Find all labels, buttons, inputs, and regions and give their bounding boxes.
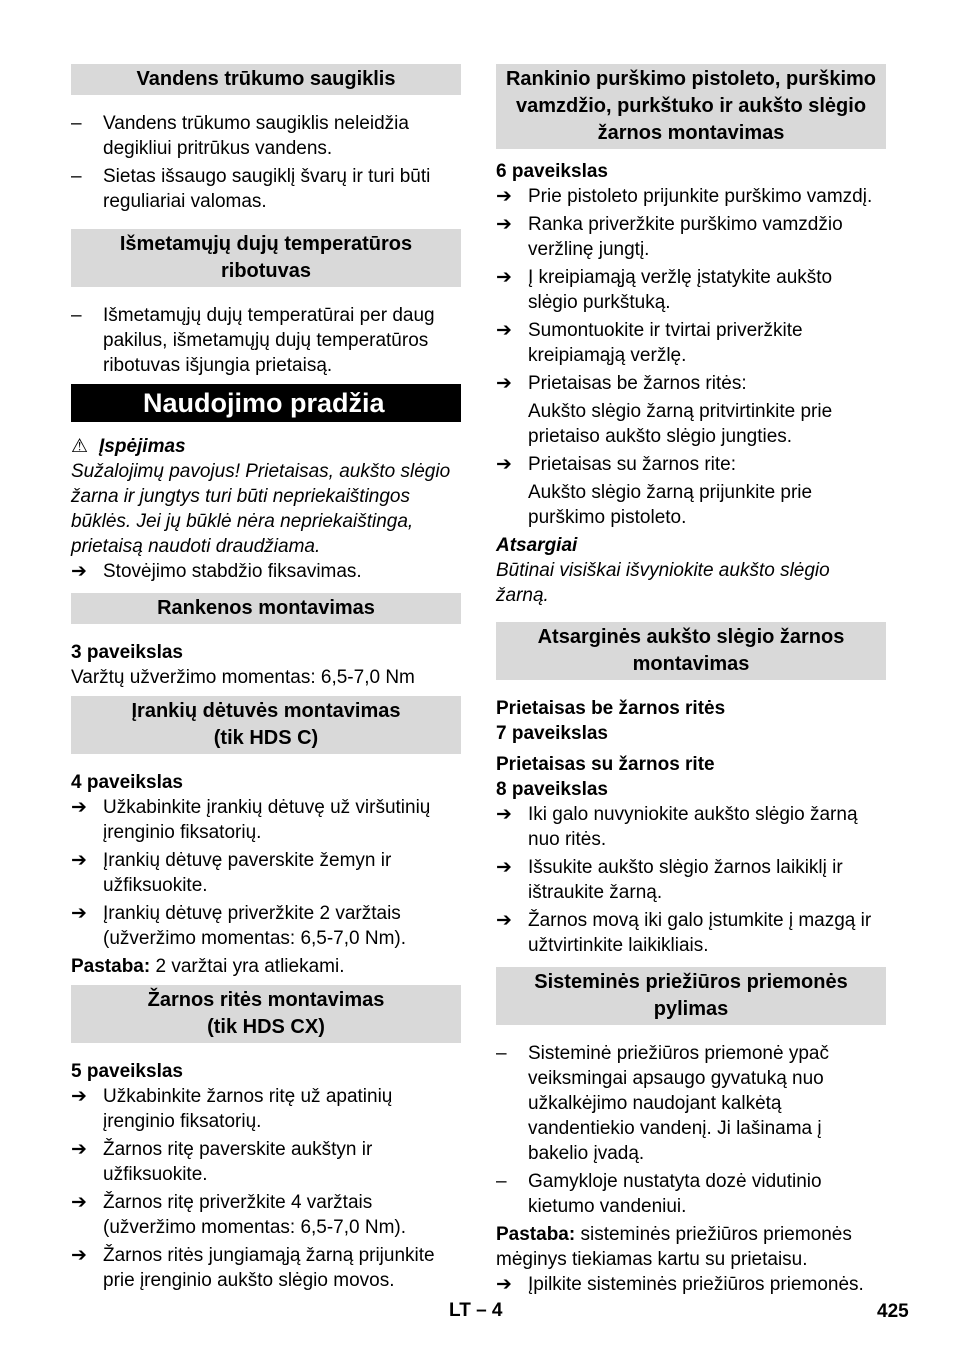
section-heading: Rankinio purškimo pistoleto, purškimo vamzdžio, purkštuko ir aukšto slėgio žarnos montavimas bbox=[496, 64, 886, 149]
right-column bbox=[496, 64, 886, 1300]
step-item: ➔ Žarnos ritės jungiamąją žarną prijunkite prie įrenginio aukšto slėgio movos. bbox=[71, 1245, 435, 1291]
arrow-right-icon: ➔ bbox=[496, 1274, 512, 1295]
figure-ref: 8 paveikslas bbox=[496, 779, 608, 800]
step-item: ➔ Prie pistoleto prijunkite purškimo vamzdį. bbox=[496, 186, 873, 207]
arrow-right-icon: ➔ bbox=[71, 797, 87, 818]
arrow-right-icon: ➔ bbox=[71, 1192, 87, 1213]
arrow-right-icon: ➔ bbox=[496, 186, 512, 207]
dash-icon: – bbox=[71, 305, 82, 326]
step-item: ➔ Įpilkite sisteminės priežiūros priemonės. bbox=[496, 1274, 864, 1295]
step-item: ➔ Užkabinkite žarnos ritę už apatinių įrenginio fiksatorių. bbox=[71, 1086, 393, 1132]
subheading: Prietaisas be žarnos ritės bbox=[496, 698, 726, 719]
list-item: – Gamykloje nustatyta dozė vidutinio kietumo vandeniui. bbox=[496, 1171, 822, 1217]
step-item: ➔ Iki galo nuvyniokite aukšto slėgio žarną nuo ritės. bbox=[496, 804, 858, 850]
dash-icon: – bbox=[496, 1043, 507, 1064]
subheading: Prietaisas su žarnos rite bbox=[496, 754, 715, 775]
step-item: ➔ Užkabinkite įrankių dėtuvę už viršutinių įrenginio fiksatorių. bbox=[71, 797, 431, 843]
torque-text: Varžtų užveržimo momentas: 6,5-7,0 Nm bbox=[71, 667, 415, 688]
figure-ref: 6 paveikslas bbox=[496, 161, 608, 182]
step-item: ➔ Prietaisas su žarnos rite: bbox=[496, 454, 737, 475]
arrow-right-icon: ➔ bbox=[496, 910, 512, 931]
step-continuation: Aukšto slėgio žarną pritvirtinkite prie prietaiso aukšto slėgio jungties. bbox=[528, 401, 833, 447]
arrow-right-icon: ➔ bbox=[496, 214, 512, 235]
dash-icon: – bbox=[71, 166, 82, 187]
section-heading: Sisteminės priežiūros priemonės pylimas bbox=[496, 967, 886, 1025]
list-item: – Sisteminė priežiūros priemonė ypač veiksmingai apsaugo gyvatuką nuo užkalkėjimo naudojant kalkėtą vandentiekio vandenį. Ji lašinama į bakelio įvadą. bbox=[496, 1043, 829, 1164]
step-item: ➔ Į kreipiamąją veržlę įstatykite aukšto slėgio purkštuką. bbox=[496, 267, 833, 313]
section-heading: Vandens trūkumo saugiklis bbox=[71, 64, 461, 95]
step-item: ➔ Įrankių dėtuvę paverskite žemyn ir užfiksuokite. bbox=[71, 850, 392, 896]
step-item: ➔ Įrankių dėtuvę priveržkite 2 varžtais (užveržimo momentas: 6,5-7,0 Nm). bbox=[71, 903, 407, 949]
step-item: ➔ Stovėjimo stabdžio fiksavimas. bbox=[71, 561, 362, 582]
step-continuation: Aukšto slėgio žarną prijunkite prie purškimo pistoleto. bbox=[528, 482, 813, 528]
figure-ref: 3 paveikslas bbox=[71, 642, 183, 663]
left-column bbox=[71, 64, 461, 1296]
list-item: – Sietas išsaugo saugiklį švarų ir turi būti reguliariai valomas. bbox=[71, 166, 431, 212]
arrow-right-icon: ➔ bbox=[496, 373, 512, 394]
arrow-right-icon: ➔ bbox=[496, 320, 512, 341]
page-number: 425 bbox=[877, 1301, 909, 1322]
arrow-right-icon: ➔ bbox=[71, 1245, 87, 1266]
step-item: ➔ Prietaisas be žarnos ritės: bbox=[496, 373, 747, 394]
section-heading: Žarnos ritės montavimas (tik HDS CX) bbox=[71, 985, 461, 1043]
figure-ref: 7 paveikslas bbox=[496, 723, 608, 744]
step-item: ➔ Žarnos movą iki galo įstumkite į mazgą ir užtvirtinkite laikikliais. bbox=[496, 910, 872, 956]
arrow-right-icon: ➔ bbox=[71, 850, 87, 871]
main-title: Naudojimo pradžia bbox=[71, 384, 461, 422]
step-item: ➔ Žarnos ritę priveržkite 4 varžtais (užveržimo momentas: 6,5-7,0 Nm). bbox=[71, 1192, 407, 1238]
warning-text: Sužalojimų pavojus! Prietaisas, aukšto slėgio žarna ir jungtys turi būti nepriekaištingos būklės. Jei jų būklė nėra nepriekaištinga, prietaisą naudoti draudžiama. bbox=[71, 461, 451, 557]
arrow-right-icon: ➔ bbox=[71, 561, 87, 582]
arrow-right-icon: ➔ bbox=[496, 267, 512, 288]
dash-icon: – bbox=[496, 1171, 507, 1192]
arrow-right-icon: ➔ bbox=[71, 903, 87, 924]
warning-heading: ⚠ Įspėjimas bbox=[71, 436, 186, 457]
section-heading: Išmetamųjų dujų temperatūros ribotuvas bbox=[71, 229, 461, 287]
arrow-right-icon: ➔ bbox=[496, 804, 512, 825]
warning-triangle-icon: ⚠ bbox=[71, 436, 89, 457]
step-item: ➔ Sumontuokite ir tvirtai priveržkite kreipiamąją veržlę. bbox=[496, 320, 803, 366]
dash-icon: – bbox=[71, 113, 82, 134]
note: Pastaba: sisteminės priežiūros priemonės mėginys tiekiamas kartu su prietaisu. bbox=[496, 1224, 852, 1270]
step-item: ➔ Išsukite aukšto slėgio žarnos laikiklį ir ištraukite žarną. bbox=[496, 857, 843, 903]
caution-label: Atsargiai bbox=[496, 535, 578, 556]
figure-ref: 4 paveikslas bbox=[71, 772, 183, 793]
section-heading: Įrankių dėtuvės montavimas (tik HDS C) bbox=[71, 696, 461, 754]
list-item: – Vandens trūkumo saugiklis neleidžia degikliui pritrūkus vandens. bbox=[71, 113, 409, 159]
caution-text: Būtinai visiškai išvyniokite aukšto slėgio žarną. bbox=[496, 560, 830, 606]
arrow-right-icon: ➔ bbox=[496, 454, 512, 475]
section-heading: Atsarginės aukšto slėgio žarnos montavimas bbox=[496, 622, 886, 680]
list-item: – Išmetamųjų dujų temperatūrai per daug pakilus, išmetamųjų dujų temperatūros ribotuvas išjungia prietaisą. bbox=[71, 305, 435, 376]
figure-ref: 5 paveikslas bbox=[71, 1061, 183, 1082]
step-item: ➔ Žarnos ritę paverskite aukštyn ir užfiksuokite. bbox=[71, 1139, 373, 1185]
arrow-right-icon: ➔ bbox=[496, 857, 512, 878]
arrow-right-icon: ➔ bbox=[71, 1139, 87, 1160]
arrow-right-icon: ➔ bbox=[71, 1086, 87, 1107]
step-item: ➔ Ranka priveržkite purškimo vamzdžio veržlinę jungtį. bbox=[496, 214, 843, 260]
footer-language-page: LT – 4 bbox=[449, 1300, 503, 1321]
note: Pastaba: 2 varžtai yra atliekami. bbox=[71, 956, 345, 977]
section-heading: Rankenos montavimas bbox=[71, 593, 461, 624]
